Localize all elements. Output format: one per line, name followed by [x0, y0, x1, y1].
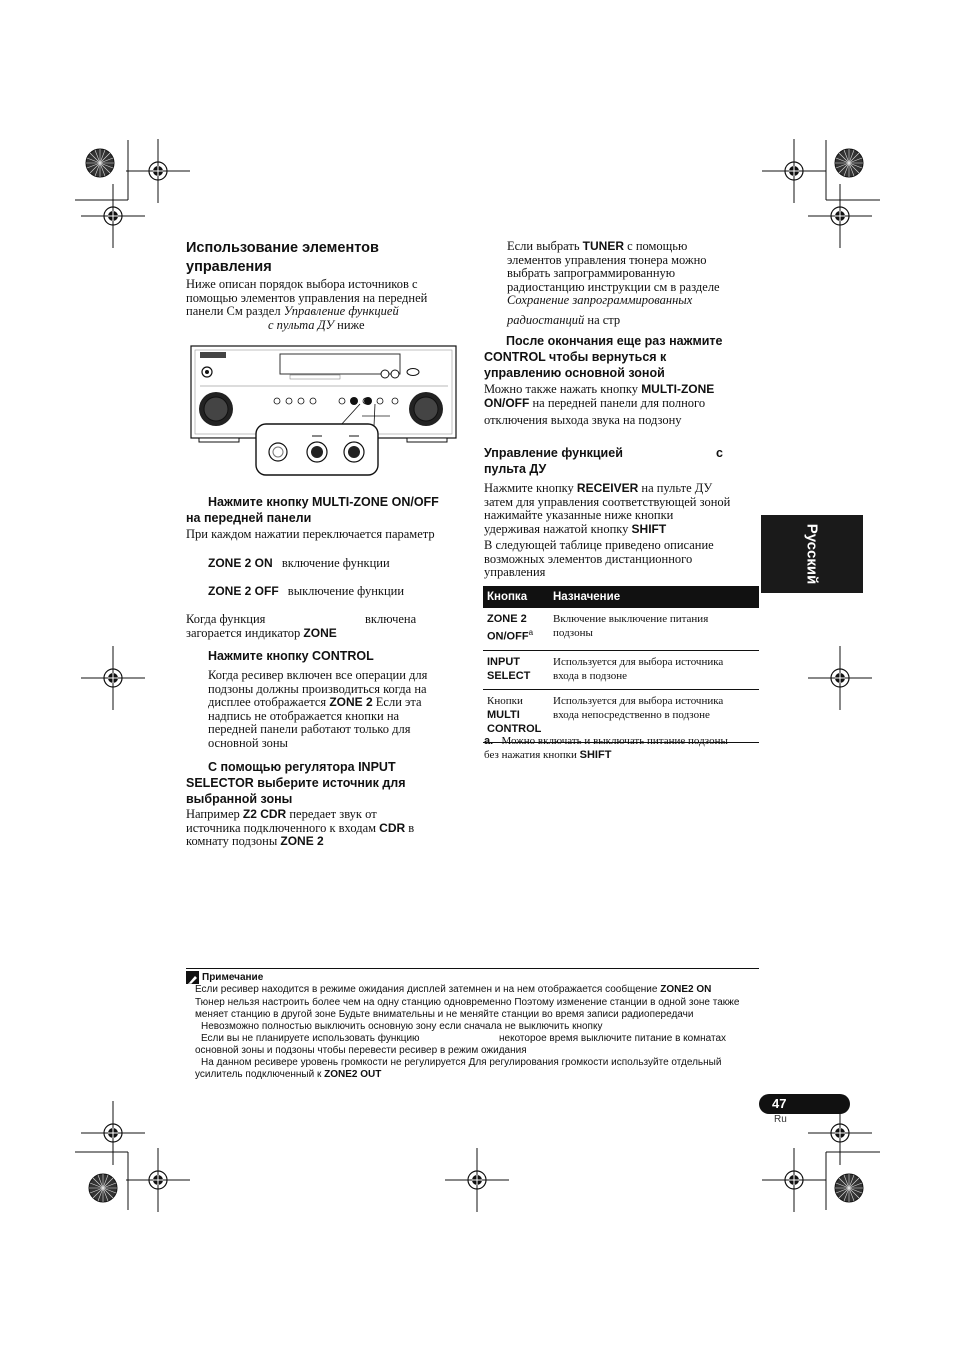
step-1-heading — [186, 494, 466, 526]
text-line: дисплее отображается — [208, 695, 330, 710]
table-header-row — [483, 586, 759, 608]
table-row — [483, 650, 759, 689]
cross-reference: Сохранение запрограммированных — [507, 293, 693, 308]
cross-reference: радиостанций — [507, 312, 585, 327]
button-name: MULTI — [487, 708, 520, 721]
front-panel-illustration — [190, 344, 460, 478]
text-line: подзоны должны производиться когда на — [208, 681, 427, 696]
zone-indicator-label: ZONE — [303, 625, 337, 640]
column-header: Кнопка — [483, 586, 549, 608]
text-line: на пульте ДУ — [638, 481, 713, 495]
text-line: с помощью — [624, 239, 688, 253]
on-off-label: ON/OFF — [484, 395, 530, 410]
notes-divider — [186, 968, 759, 969]
button-name: ZONE 2 — [487, 613, 527, 625]
text-line: Когда функция — [186, 612, 266, 626]
text-line: без нажатия кнопки — [484, 749, 580, 761]
zone2-on-item — [208, 557, 390, 571]
text-line: Ниже описан порядок выбора источников с — [186, 277, 418, 291]
zone2-off-text: выключение функции — [287, 584, 405, 598]
step-3-heading — [186, 759, 466, 807]
zone2-label: ZONE 2 — [329, 695, 373, 710]
text-line: выбрать запрограммированную — [507, 266, 676, 281]
button-name: CONTROL — [487, 722, 542, 735]
text-line: нажимайте указанные ниже кнопки — [484, 508, 674, 523]
remote-controls-table — [483, 586, 759, 743]
multizone-label: MULTI-ZONE — [641, 382, 715, 396]
cross-reference: с пульта ДУ — [268, 317, 335, 332]
step-4-heading — [484, 333, 759, 381]
language-tab — [761, 515, 863, 593]
zone2-on-label: ZONE2 ON — [660, 984, 712, 995]
cross-reference: Управление функцией — [283, 304, 399, 319]
table-cell — [549, 608, 759, 650]
text-line: помощью элементов управления на передней — [186, 290, 428, 305]
text-line: основной зоны — [208, 735, 288, 750]
text-line: Используется для выбора источника — [553, 655, 724, 668]
brand-logo — [200, 352, 226, 358]
note-line: Если вы не планируете использовать функцию — [201, 1033, 420, 1044]
table-cell — [483, 608, 549, 650]
text-line: удерживая нажатой кнопку — [484, 521, 632, 536]
heading-line: на передней панели — [186, 511, 312, 525]
example-paragraph — [186, 808, 466, 849]
heading-line: с — [716, 446, 723, 460]
note-line: меняет станцию в другой зоне Будьте внимательны и не меняйте станции во время записи радиопередачи — [195, 1009, 694, 1020]
text-line: Можно также нажать кнопку — [484, 382, 642, 396]
table-cell — [483, 650, 549, 689]
text-line: управления — [484, 565, 546, 580]
zone-indicator-note — [186, 613, 466, 640]
remote-paragraph — [484, 482, 759, 536]
text-line: передней панели работают только для — [208, 722, 411, 737]
zone2-label: ZONE 2 — [280, 834, 324, 849]
text-line: загорается индикатор — [186, 625, 304, 640]
multizone-off-paragraph — [484, 383, 759, 428]
text-line: источника подключенного к входам — [186, 820, 380, 835]
zone2-on-label: ZONE 2 ON — [208, 556, 273, 570]
shift-label: SHIFT — [579, 749, 612, 761]
text-line: Включение выключение питания — [553, 613, 709, 625]
text-line: входа в подзоне — [553, 669, 627, 682]
text-line: входа непосредственно в подзоне — [553, 708, 710, 721]
heading-line: управлению основной зоной — [484, 366, 665, 380]
table-footnote — [484, 734, 759, 762]
heading-line: Нажмите кнопку MULTI-ZONE ON/OFF — [208, 495, 439, 509]
column-header: Назначение — [549, 586, 759, 608]
text-line: на стр — [584, 312, 621, 327]
note-line: основной зоны и подзоны чтобы перевести ресивер в режим ожидания — [195, 1045, 527, 1056]
note-line: Если ресивер находится в режиме ожидания дисплей затемнен и на нем отображается сообщение — [195, 984, 661, 995]
button-name: Кнопки — [487, 694, 523, 707]
footnote-marker: a. — [484, 735, 494, 747]
page-number-badge — [759, 1094, 850, 1114]
page-language-code: Ru — [774, 1114, 787, 1125]
table-intro — [484, 539, 759, 580]
step-1-text: При каждом нажатии переключается параметр — [186, 527, 435, 541]
note-line: Невозможно полностью выключить основную зону если сначала не выключить кнопку — [201, 1021, 603, 1032]
text-line: Используется для выбора источника — [553, 694, 724, 707]
tuner-paragraph — [507, 240, 757, 328]
intro-paragraph — [186, 278, 466, 332]
zone2-on-text: включение функции — [281, 556, 390, 570]
step-2-text — [208, 669, 466, 751]
note-line: некоторое время выключите питание в комнатах — [499, 1033, 727, 1044]
zone2-off-label: ZONE 2 OFF — [208, 584, 279, 598]
button-name: SELECT — [487, 669, 531, 682]
heading-line: После окончания еще раз нажмите — [506, 334, 723, 348]
footnote-marker: a — [528, 628, 534, 637]
text-line: надпись не отображается кнопки на — [208, 708, 400, 723]
text-line: передает звук от — [286, 807, 377, 821]
text-line: В следующей таблице приведено описание — [484, 538, 714, 552]
heading-line: SELECTOR выберите источник для — [186, 776, 406, 790]
heading-line: управления — [186, 259, 272, 275]
tuner-label: TUNER — [582, 239, 625, 253]
table-row — [483, 608, 759, 650]
text-line: затем для управления соответствующей зоной — [484, 494, 731, 509]
heading-line: CONTROL чтобы вернуться к — [484, 350, 667, 364]
receiver-label: RECEIVER — [576, 481, 639, 495]
text-line: подзоны — [553, 627, 593, 639]
zone2-off-item — [208, 585, 404, 599]
text-line: ниже — [334, 317, 365, 332]
heading-line: С помощью регулятора INPUT — [208, 760, 396, 774]
section-heading — [186, 239, 379, 277]
note-pencil-icon — [186, 971, 199, 984]
heading-line: выбранной зоны — [186, 792, 293, 806]
text-line: элементов управления тюнера можно — [507, 252, 707, 267]
step-2-heading: Нажмите кнопку CONTROL — [208, 649, 374, 663]
text-line: Если эта — [372, 695, 422, 710]
heading-line: Управление функцией — [484, 446, 623, 460]
notes-body — [195, 984, 765, 1081]
button-name: ON/OFF — [487, 630, 529, 643]
text-line: Нажмите кнопку — [484, 481, 577, 495]
text-line: Например — [186, 807, 243, 821]
remote-heading — [484, 445, 759, 477]
text-line: Если выбрать — [507, 239, 583, 253]
heading-line: пульта ДУ — [484, 462, 547, 476]
zone2-out-label: ZONE2 OUT — [324, 1069, 382, 1080]
note-line: На данном ресивере уровень громкости не регулируется Для регулирования громкости используйте отдельный — [201, 1057, 722, 1068]
button-name: INPUT — [487, 655, 520, 668]
text-line: отключения выхода звука на подзону — [484, 413, 682, 428]
text-line: Можно включать и выключать питание подзоны — [501, 735, 728, 747]
text-line: включена — [365, 612, 417, 626]
shift-label: SHIFT — [631, 521, 667, 536]
text-line: Когда ресивер включен все операции для — [208, 668, 428, 682]
text-line: в — [405, 820, 415, 835]
notes-title: Примечание — [202, 972, 264, 983]
text-line: радиостанцию инструкции см в разделе — [507, 279, 720, 294]
text-line: на передней панели для полного — [529, 395, 706, 410]
note-line: Тюнер нельзя настроить более чем на одну станцию одновременно Поэтому изменение станции в одной зоне также — [195, 997, 740, 1008]
text-line: комнату подзоны — [186, 834, 281, 849]
page-number: 47 — [772, 1096, 787, 1111]
heading-line: Использование элементов — [186, 240, 379, 256]
table-cell — [549, 650, 759, 689]
note-line: усилитель подключенный к — [195, 1069, 325, 1080]
cdr-label: CDR — [379, 820, 406, 835]
z2-cdr-label: Z2 CDR — [242, 807, 287, 821]
language-tab-label: Русский — [803, 523, 821, 585]
text-line: панели См раздел — [186, 304, 284, 319]
text-line: возможных элементов дистанционного — [484, 551, 693, 566]
